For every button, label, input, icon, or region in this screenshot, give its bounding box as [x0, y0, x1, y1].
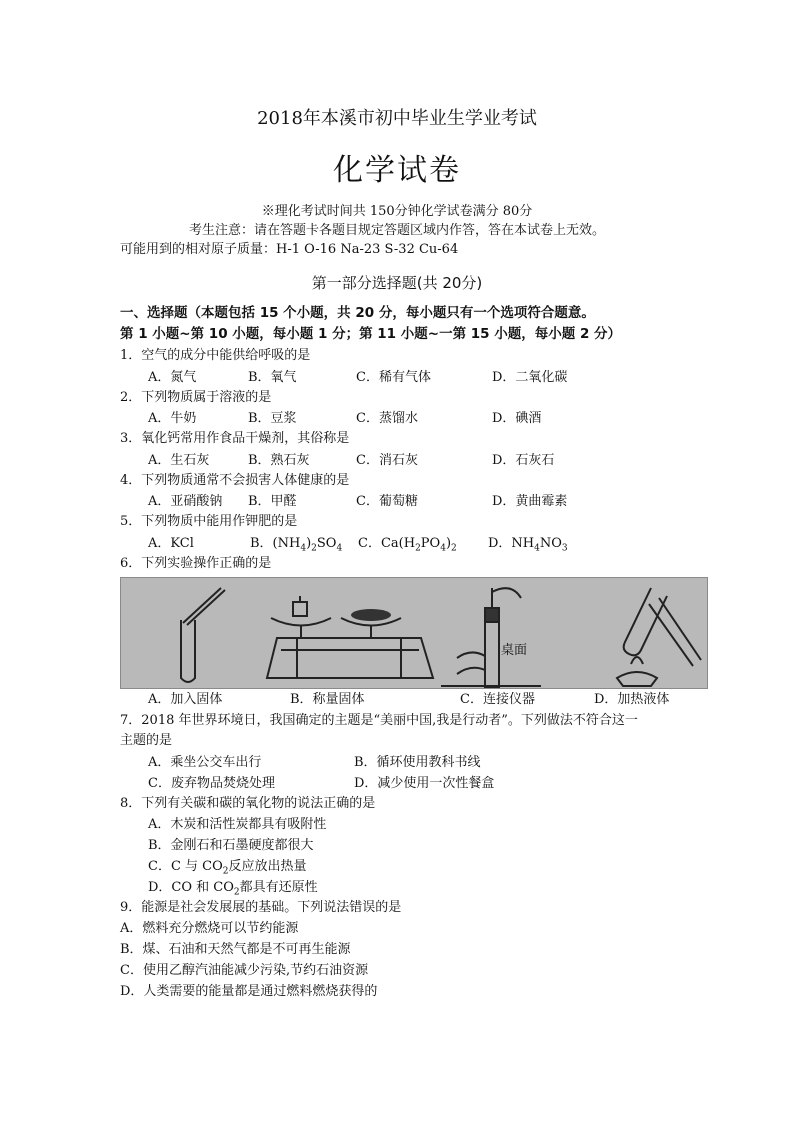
- q3-option-c: C．消石灰: [356, 453, 418, 468]
- atomic-masses: 可能用到的相对原子质量：H-1 O-16 Na-23 S-32 Cu-64: [120, 242, 459, 257]
- q6-option-a: A．加入固体: [148, 692, 223, 707]
- q9-option-b: B．煤、石油和天然气都是不可再生能源: [120, 942, 351, 957]
- q5-option-b: B．$(NH_4)_2SO_4$: [250, 536, 343, 554]
- lab-operations-figure: [120, 577, 708, 689]
- q2-option-a: A．牛奶: [148, 411, 197, 426]
- q1-option-a: A．氮气: [148, 370, 197, 385]
- q4-option-a: A．亚硝酸钠: [148, 494, 223, 509]
- q7-option-a: A．乘坐公交车出行: [148, 755, 262, 770]
- q2-option-d: D．碘酒: [492, 411, 542, 426]
- q8-option-b: B．金刚石和石墨硬度都很大: [148, 838, 314, 853]
- part1-instruction-2: 第 1 小题~第 10 小题，每小题 1 分；第 11 小题~一第 15 小题，每小题 2 分）: [120, 326, 622, 342]
- part1-instruction-1: 一、选择题（本题包括 15 个小题，共 20 分，每小题只有一个选项符合题意。: [120, 305, 595, 321]
- q4-option-d: D．黄曲霉素: [492, 494, 568, 509]
- q7-option-b: B．循环使用教科书线: [354, 755, 481, 770]
- q4-stem: 4．下列物质通常不会损害人体健康的是: [120, 473, 350, 488]
- q9-option-a: A．燃料充分燃烧可以节约能源: [120, 921, 299, 936]
- heating-liquid-illustration: [617, 588, 701, 686]
- exam-title: 2018年本溪市初中毕业生学业考试: [257, 108, 537, 129]
- q6-option-c: C．连接仪器: [460, 692, 535, 707]
- q8-option-a: A．木炭和活性炭都具有吸附性: [148, 817, 327, 832]
- q1-stem: 1．空气的成分中能供给呼吸的是: [120, 348, 311, 363]
- q5-option-d: D．$NH_4NO_3$: [488, 536, 568, 554]
- balance-illustration: [267, 596, 433, 678]
- q2-option-b: B．豆浆: [248, 411, 297, 426]
- q1-option-b: B．氧气: [248, 370, 297, 385]
- candidate-notice: 考生注意：请在答题卡各题目规定答题区域内作答，答在本试卷上无效。: [188, 223, 605, 238]
- desk-label: 桌面: [501, 643, 528, 658]
- q4-option-c: C．葡萄糖: [356, 494, 418, 509]
- q1-option-c: C．稀有气体: [356, 370, 431, 385]
- q3-option-b: B．熟石灰: [248, 453, 310, 468]
- q9-stem: 9．能源是社会发展展的基础。下列说法错误的是: [120, 900, 402, 915]
- q9-option-c: C．使用乙醇汽油能减少污染,节约石油资源: [120, 963, 369, 978]
- q8-stem: 8．下列有关碳和碳的氧化物的说法正确的是: [120, 796, 376, 811]
- q7-stem-line-1: 7．2018 年世界环境日，我国确定的主题是“美丽中国,我是行动者”。下列做法不符合这一: [120, 713, 638, 728]
- q9-option-d: D．人类需要的能量都是通过燃料燃烧获得的: [120, 984, 378, 999]
- subject-title: 化学试卷: [333, 153, 461, 188]
- q3-stem: 3．氧化钙常用作食品干燥剂，其俗称是: [120, 431, 350, 446]
- q7-stem-line-2: 主题的是: [120, 733, 173, 748]
- q5-option-a: A．KCl: [148, 536, 194, 551]
- part1-title: 第一部分选择题(共 20分): [311, 274, 483, 292]
- q2-stem: 2．下列物质属于溶液的是: [120, 390, 272, 405]
- q5-option-c: C．$Ca(H_2PO_4)_2$: [358, 536, 457, 554]
- q6-option-d: D．加热液体: [594, 692, 670, 707]
- solid-sample-shape: [351, 609, 391, 621]
- q2-option-c: C．蒸馏水: [356, 411, 418, 426]
- q8-option-c: C．C 与 $CO_2$反应放出热量: [148, 859, 307, 877]
- q1-option-d: D．二氧化碳: [492, 370, 568, 385]
- q4-option-b: B．甲醛: [248, 494, 297, 509]
- q6-option-b: B．称量固体: [290, 692, 365, 707]
- q7-option-c: C．废弃物品焚烧处理: [148, 776, 275, 791]
- q8-option-d: D．CO 和 $CO_2$都具有还原性: [148, 880, 318, 898]
- q3-option-d: D．石灰石: [492, 453, 555, 468]
- q7-option-d: D．减少使用一次性餐盒: [354, 776, 495, 791]
- q5-stem: 5．下列物质中能用作钾肥的是: [120, 514, 298, 529]
- connect-apparatus-illustration: [441, 588, 541, 688]
- test-tube-illustration: [181, 588, 225, 682]
- time-note: ※理化考试时间共 150分钟化学试卷满分 80分: [261, 204, 533, 219]
- lab-illustration: [121, 578, 707, 688]
- q3-option-a: A．生石灰: [148, 453, 210, 468]
- q6-stem: 6．下列实验操作正确的是: [120, 556, 272, 571]
